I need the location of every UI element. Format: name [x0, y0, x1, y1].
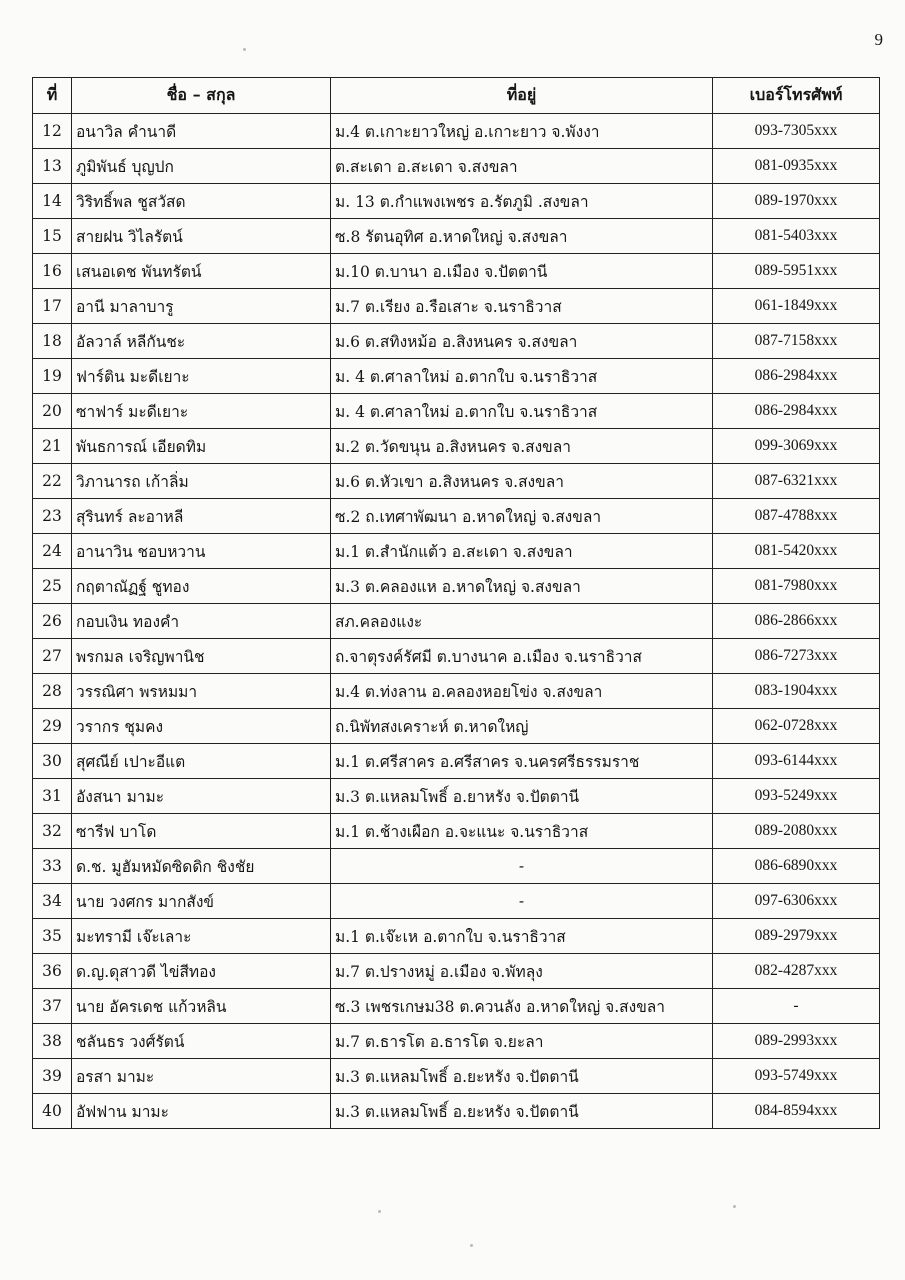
- row-number-cell: 34: [33, 884, 72, 919]
- row-number-cell: 18: [33, 324, 72, 359]
- phone-cell: 086-2984xxx: [713, 394, 880, 429]
- table-row: [33, 884, 880, 919]
- row-number-cell: 19: [33, 359, 72, 394]
- phone-cell: 062-0728xxx: [713, 709, 880, 744]
- name-cell: ซารีฟ บาโด: [72, 814, 331, 849]
- name-cell: กอบเงิน ทองคำ: [72, 604, 331, 639]
- name-cell: วรากร ชุมคง: [72, 709, 331, 744]
- name-cell: วิภานารถ เก้าลิ่ม: [72, 464, 331, 499]
- table-row: [33, 639, 880, 674]
- address-cell: ม.3 ต.คลองแห อ.หาดใหญ่ จ.สงขลา: [331, 569, 713, 604]
- name-cell: สุศณีย์ เปาะอีแต: [72, 744, 331, 779]
- table-row: [33, 429, 880, 464]
- scan-speck: [378, 1210, 381, 1213]
- scan-speck: [733, 1205, 736, 1208]
- name-cell: ด.ช. มูฮัมหมัดซิดดิก ชิงชัย: [72, 849, 331, 884]
- name-cell: มะทรามี เจ๊ะเลาะ: [72, 919, 331, 954]
- row-number-cell: 22: [33, 464, 72, 499]
- row-number-cell: 28: [33, 674, 72, 709]
- scan-speck: [470, 1244, 473, 1247]
- phone-cell: 081-5420xxx: [713, 534, 880, 569]
- row-number-cell: 32: [33, 814, 72, 849]
- row-number-cell: 17: [33, 289, 72, 324]
- phone-cell: 087-4788xxx: [713, 499, 880, 534]
- phone-cell: 089-2080xxx: [713, 814, 880, 849]
- address-cell: ถ.จาตุรงค์รัศมี ต.บางนาค อ.เมือง จ.นราธิวาส: [331, 639, 713, 674]
- row-number-cell: 15: [33, 219, 72, 254]
- address-cell: ม.6 ต.หัวเขา อ.สิงหนคร จ.สงขลา: [331, 464, 713, 499]
- name-cell: สายฝน วิไลรัตน์: [72, 219, 331, 254]
- phone-cell: 083-1904xxx: [713, 674, 880, 709]
- phone-cell: 089-5951xxx: [713, 254, 880, 289]
- address-cell: ม. 13 ต.กำแพงเพชร อ.รัตภูมิ .สงขลา: [331, 184, 713, 219]
- name-cell: อัลวาล์ หลีกันชะ: [72, 324, 331, 359]
- phone-cell: 086-2984xxx: [713, 359, 880, 394]
- row-number-cell: 27: [33, 639, 72, 674]
- name-cell: วรรณิศา พรหมมา: [72, 674, 331, 709]
- row-number-cell: 21: [33, 429, 72, 464]
- table-row: [33, 464, 880, 499]
- row-number-cell: 29: [33, 709, 72, 744]
- name-cell: อังสนา มามะ: [72, 779, 331, 814]
- table-row: [33, 604, 880, 639]
- name-cell: อรสา มามะ: [72, 1059, 331, 1094]
- address-cell: ม.4 ต.ท่งลาน อ.คลองหอยโข่ง จ.สงขลา: [331, 674, 713, 709]
- table-row: [33, 989, 880, 1024]
- phone-cell: 061-1849xxx: [713, 289, 880, 324]
- row-number-cell: 14: [33, 184, 72, 219]
- name-cell: พรกมล เจริญพานิช: [72, 639, 331, 674]
- row-number-cell: 23: [33, 499, 72, 534]
- table-body: [33, 114, 880, 1129]
- table-row: [33, 814, 880, 849]
- header-phone: เบอร์โทรศัพท์: [713, 78, 880, 114]
- row-number-cell: 16: [33, 254, 72, 289]
- name-cell: อานี มาลาบารู: [72, 289, 331, 324]
- phone-cell: 086-6890xxx: [713, 849, 880, 884]
- scan-speck: [243, 48, 246, 51]
- table-row: [33, 114, 880, 149]
- address-cell: ม.10 ต.บานา อ.เมือง จ.ปัตตานี: [331, 254, 713, 289]
- row-number-cell: 20: [33, 394, 72, 429]
- table-header-row: [33, 78, 880, 114]
- address-cell: -: [331, 849, 713, 884]
- table-row: [33, 359, 880, 394]
- address-cell: ซ.8 รัตนอุทิศ อ.หาดใหญ่ จ.สงขลา: [331, 219, 713, 254]
- table-row: [33, 394, 880, 429]
- phone-cell: 093-5749xxx: [713, 1059, 880, 1094]
- table-row: [33, 1024, 880, 1059]
- row-number-cell: 33: [33, 849, 72, 884]
- table-row: [33, 709, 880, 744]
- table-row: [33, 569, 880, 604]
- table-row: [33, 1094, 880, 1129]
- address-cell: ม.7 ต.ธารโต อ.ธารโต จ.ยะลา: [331, 1024, 713, 1059]
- table-row: [33, 324, 880, 359]
- table-row: [33, 919, 880, 954]
- address-cell: ม.1 ต.ศรีสาคร อ.ศรีสาคร จ.นครศรีธรรมราช: [331, 744, 713, 779]
- name-cell: ซาฟาร์ มะดีเยาะ: [72, 394, 331, 429]
- table-row: [33, 849, 880, 884]
- phone-cell: 093-5249xxx: [713, 779, 880, 814]
- phone-cell: 097-6306xxx: [713, 884, 880, 919]
- address-cell: ม.1 ต.สำนักแต้ว อ.สะเดา จ.สงขลา: [331, 534, 713, 569]
- name-cell: อานาวิน ชอบหวาน: [72, 534, 331, 569]
- table-row: [33, 534, 880, 569]
- table-row: [33, 954, 880, 989]
- name-cell: ภูมิพันธ์ บุญปก: [72, 149, 331, 184]
- name-cell: ด.ญ.ดุสาวดี ไข่สีทอง: [72, 954, 331, 989]
- address-cell: ม. 4 ต.ศาลาใหม่ อ.ตากใบ จ.นราธิวาส: [331, 394, 713, 429]
- address-cell: ม.3 ต.แหลมโพธิ์ อ.ยะหรัง จ.ปัตตานี: [331, 1094, 713, 1129]
- address-cell: ซ.3 เพชรเกษม38 ต.ควนลัง อ.หาดใหญ่ จ.สงขลา: [331, 989, 713, 1024]
- name-cell: วิริทธิ์พล ชูสวัสด: [72, 184, 331, 219]
- phone-cell: 093-7305xxx: [713, 114, 880, 149]
- row-number-cell: 30: [33, 744, 72, 779]
- phone-cell: 081-7980xxx: [713, 569, 880, 604]
- address-cell: ม.6 ต.สทิงหม้อ อ.สิงหนคร จ.สงขลา: [331, 324, 713, 359]
- address-cell: ม.1 ต.ช้างเผือก อ.จะแนะ จ.นราธิวาส: [331, 814, 713, 849]
- name-cell: พันธการณ์ เอียดทิม: [72, 429, 331, 464]
- table-row: [33, 744, 880, 779]
- row-number-cell: 13: [33, 149, 72, 184]
- phone-cell: 087-6321xxx: [713, 464, 880, 499]
- row-number-cell: 31: [33, 779, 72, 814]
- phone-cell: 081-0935xxx: [713, 149, 880, 184]
- row-number-cell: 40: [33, 1094, 72, 1129]
- address-cell: ม.7 ต.ปรางหมู่ อ.เมือง จ.พัทลุง: [331, 954, 713, 989]
- address-cell: ม.7 ต.เรียง อ.รือเสาะ จ.นราธิวาส: [331, 289, 713, 324]
- name-cell: กฤตาณัฏฐ์ ชูทอง: [72, 569, 331, 604]
- address-cell: ซ.2 ถ.เทศาพัฒนา อ.หาดใหญ่ จ.สงขลา: [331, 499, 713, 534]
- name-cell: นาย วงศกร มากสังข์: [72, 884, 331, 919]
- name-cell: ฟาร์ติน มะดีเยาะ: [72, 359, 331, 394]
- name-cell: สุรินทร์ ละอาหลี: [72, 499, 331, 534]
- header-name: ชื่อ – สกุล: [72, 78, 331, 114]
- name-cell: เสนอเดช พันทรัตน์: [72, 254, 331, 289]
- phone-cell: 087-7158xxx: [713, 324, 880, 359]
- address-cell: -: [331, 884, 713, 919]
- address-cell: ม.2 ต.วัดขนุน อ.สิงหนคร จ.สงขลา: [331, 429, 713, 464]
- phone-cell: 093-6144xxx: [713, 744, 880, 779]
- address-cell: ม.3 ต.แหลมโพธิ์ อ.ยาหรัง จ.ปัตตานี: [331, 779, 713, 814]
- table-row: [33, 289, 880, 324]
- phone-cell: 084-8594xxx: [713, 1094, 880, 1129]
- name-cell: อัฟฟาน มามะ: [72, 1094, 331, 1129]
- phone-cell: 089-2979xxx: [713, 919, 880, 954]
- address-cell: ม. 4 ต.ศาลาใหม่ อ.ตากใบ จ.นราธิวาส: [331, 359, 713, 394]
- row-number-cell: 38: [33, 1024, 72, 1059]
- phone-cell: 086-7273xxx: [713, 639, 880, 674]
- address-cell: ม.1 ต.เจ๊ะเห อ.ตากใบ จ.นราธิวาส: [331, 919, 713, 954]
- address-cell: ม.4 ต.เกาะยาวใหญ่ อ.เกาะยาว จ.พังงา: [331, 114, 713, 149]
- name-cell: ชลันธร วงศ์รัตน์: [72, 1024, 331, 1059]
- table-row: [33, 779, 880, 814]
- table-row: [33, 184, 880, 219]
- table-row: [33, 219, 880, 254]
- phone-cell: 086-2866xxx: [713, 604, 880, 639]
- name-cell: นาย อัครเดช แก้วหลิน: [72, 989, 331, 1024]
- page-number: 9: [874, 30, 883, 49]
- row-number-cell: 24: [33, 534, 72, 569]
- phone-cell: 089-2993xxx: [713, 1024, 880, 1059]
- header-address: ที่อยู่: [331, 78, 713, 114]
- phone-cell: -: [713, 989, 880, 1024]
- row-number-cell: 35: [33, 919, 72, 954]
- row-number-cell: 36: [33, 954, 72, 989]
- address-cell: ม.3 ต.แหลมโพธิ์ อ.ยะหรัง จ.ปัตตานี: [331, 1059, 713, 1094]
- table-row: [33, 149, 880, 184]
- name-cell: อนาวิล คำนาดี: [72, 114, 331, 149]
- row-number-cell: 25: [33, 569, 72, 604]
- table-row: [33, 674, 880, 709]
- phone-cell: 082-4287xxx: [713, 954, 880, 989]
- address-cell: สภ.คลองแงะ: [331, 604, 713, 639]
- table-row: [33, 254, 880, 289]
- row-number-cell: 39: [33, 1059, 72, 1094]
- address-cell: ต.สะเดา อ.สะเดา จ.สงขลา: [331, 149, 713, 184]
- row-number-cell: 26: [33, 604, 72, 639]
- row-number-cell: 37: [33, 989, 72, 1024]
- row-number-cell: 12: [33, 114, 72, 149]
- phone-cell: 099-3069xxx: [713, 429, 880, 464]
- table-row: [33, 499, 880, 534]
- contact-table: [32, 77, 880, 1129]
- phone-cell: 081-5403xxx: [713, 219, 880, 254]
- phone-cell: 089-1970xxx: [713, 184, 880, 219]
- address-cell: ถ.นิพัทสงเคราะห์ ต.หาดใหญ่: [331, 709, 713, 744]
- table-row: [33, 1059, 880, 1094]
- header-no: ที่: [33, 78, 72, 114]
